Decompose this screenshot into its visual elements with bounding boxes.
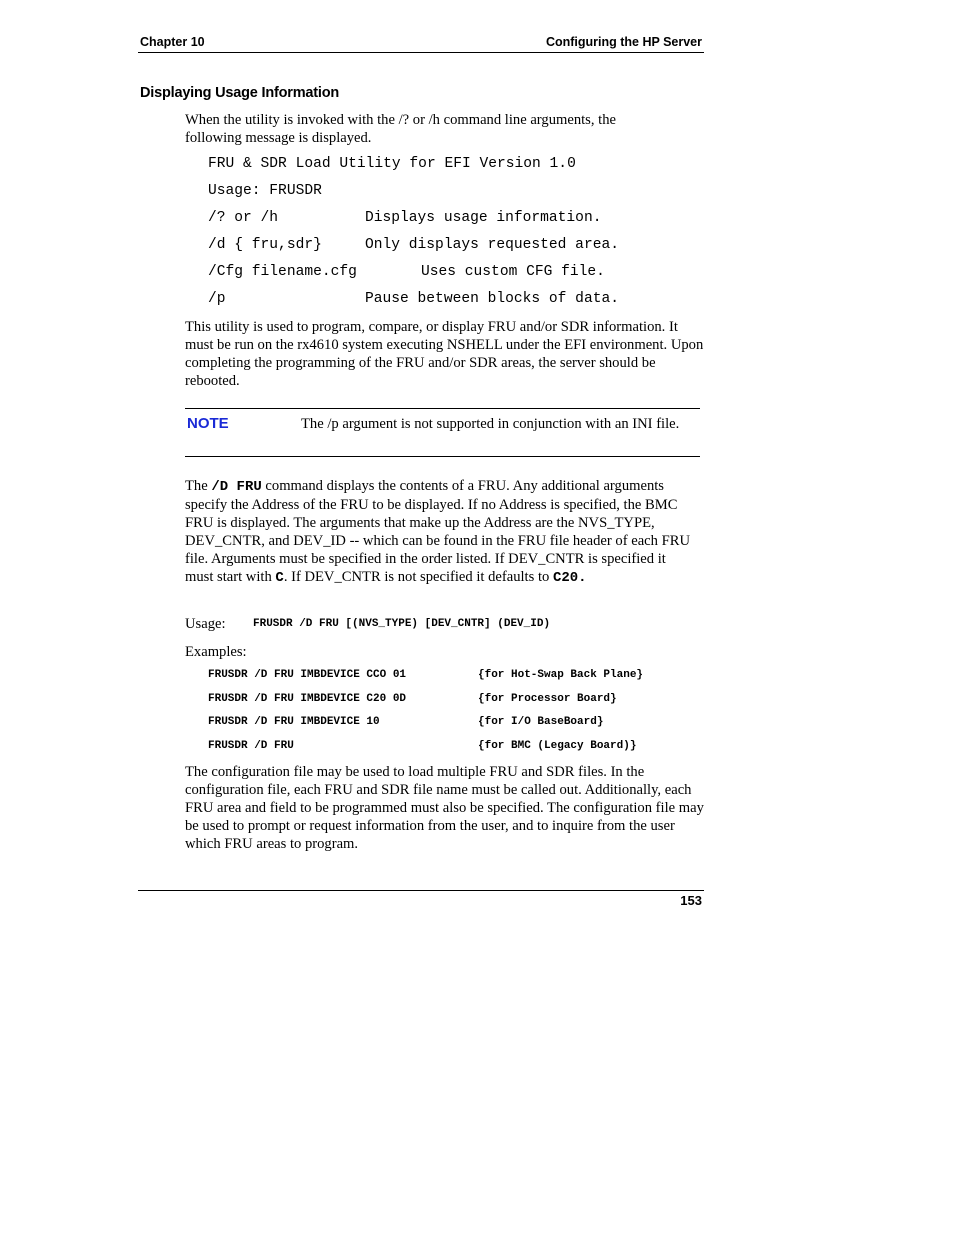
- page-number: 153: [680, 893, 702, 908]
- option-flag: /Cfg filename.cfg: [208, 264, 357, 280]
- inline-code: C: [275, 570, 284, 586]
- note-box: [185, 408, 700, 457]
- description-paragraph: This utility is used to program, compare, or display FRU and/or SDR information. It must be run on the rx4610 system executing NSHELL under the EFI environment. Upon completing the programming of the FRU and/or SDR areas, the server should be rebooted.: [185, 319, 704, 389]
- usage-label: Usage:: [185, 616, 226, 632]
- option-flag: /p: [208, 291, 226, 307]
- example-description: {for BMC (Legacy Board)}: [478, 740, 637, 752]
- option-flag: /d { fru,sdr}: [208, 237, 322, 253]
- chapter-label: Chapter 10: [140, 35, 205, 49]
- footer-rule: [138, 890, 704, 891]
- example-command: FRUSDR /D FRU IMBDEVICE CCO 01: [208, 669, 407, 681]
- example-description: {for Processor Board}: [478, 693, 617, 705]
- option-flag: /? or /h: [208, 210, 279, 226]
- header-rule: [138, 52, 704, 53]
- note-label: NOTE: [187, 415, 229, 432]
- intro-paragraph: When the utility is invoked with the /? or /h command line arguments, the following message is displayed.: [185, 112, 616, 146]
- option-desc: Only displays requested area.: [365, 237, 619, 253]
- usage-syntax: FRUSDR /D FRU [(NVS_TYPE) [DEV_CNTR] (DEV_ID): [253, 618, 551, 630]
- usage-line: Usage: FRUSDR: [208, 183, 322, 199]
- section-heading: Displaying Usage Information: [140, 85, 340, 101]
- para-text: . If DEV_CNTR is not specified it defaults to: [283, 569, 553, 585]
- configuration-paragraph: The configuration file may be used to load multiple FRU and SDR files. In the configuration file, each FRU and SDR file name must be called out. Additionally, each FRU area and field to be programmed must also be specified. The configuration file may be used to prompt or request information from the user, and to inquire from the user which FRU areas to program.: [185, 764, 704, 852]
- inline-command: /D FRU: [211, 479, 262, 495]
- para-text: The: [185, 478, 212, 494]
- example-command: FRUSDR /D FRU IMBDEVICE 10: [208, 716, 380, 728]
- option-desc: Uses custom CFG file.: [421, 264, 605, 280]
- example-description: {for I/O BaseBoard}: [478, 716, 604, 728]
- fru-command-paragraph: [185, 477, 695, 587]
- example-description: {for Hot-Swap Back Plane}: [478, 669, 644, 681]
- section-title: Configuring the HP Server: [545, 35, 702, 49]
- option-desc: Pause between blocks of data.: [365, 291, 619, 307]
- example-command: FRUSDR /D FRU: [208, 740, 294, 752]
- example-command: FRUSDR /D FRU IMBDEVICE C20 0D: [208, 693, 407, 705]
- note-text: The /p argument is not supported in conjunction with an INI file.: [301, 416, 680, 432]
- para-text: command displays the contents of a FRU. Any additional arguments specify the Address of the FRU to be displayed. If no Address is specified, the BMC FRU is displayed. The arguments that make up the Address are the NVS_TYPE, DEV_CNTR, and DEV_ID -- which can be found in the FRU file header of each FRU file. Arguments must be specified in the order listed. If DEV_CNTR is specified it must start with: [185, 478, 690, 585]
- utility-title-line: FRU & SDR Load Utility for EFI Version 1.0: [208, 156, 576, 172]
- option-desc: Displays usage information.: [365, 210, 602, 226]
- examples-label: Examples:: [185, 644, 247, 660]
- inline-code: C20.: [552, 570, 587, 586]
